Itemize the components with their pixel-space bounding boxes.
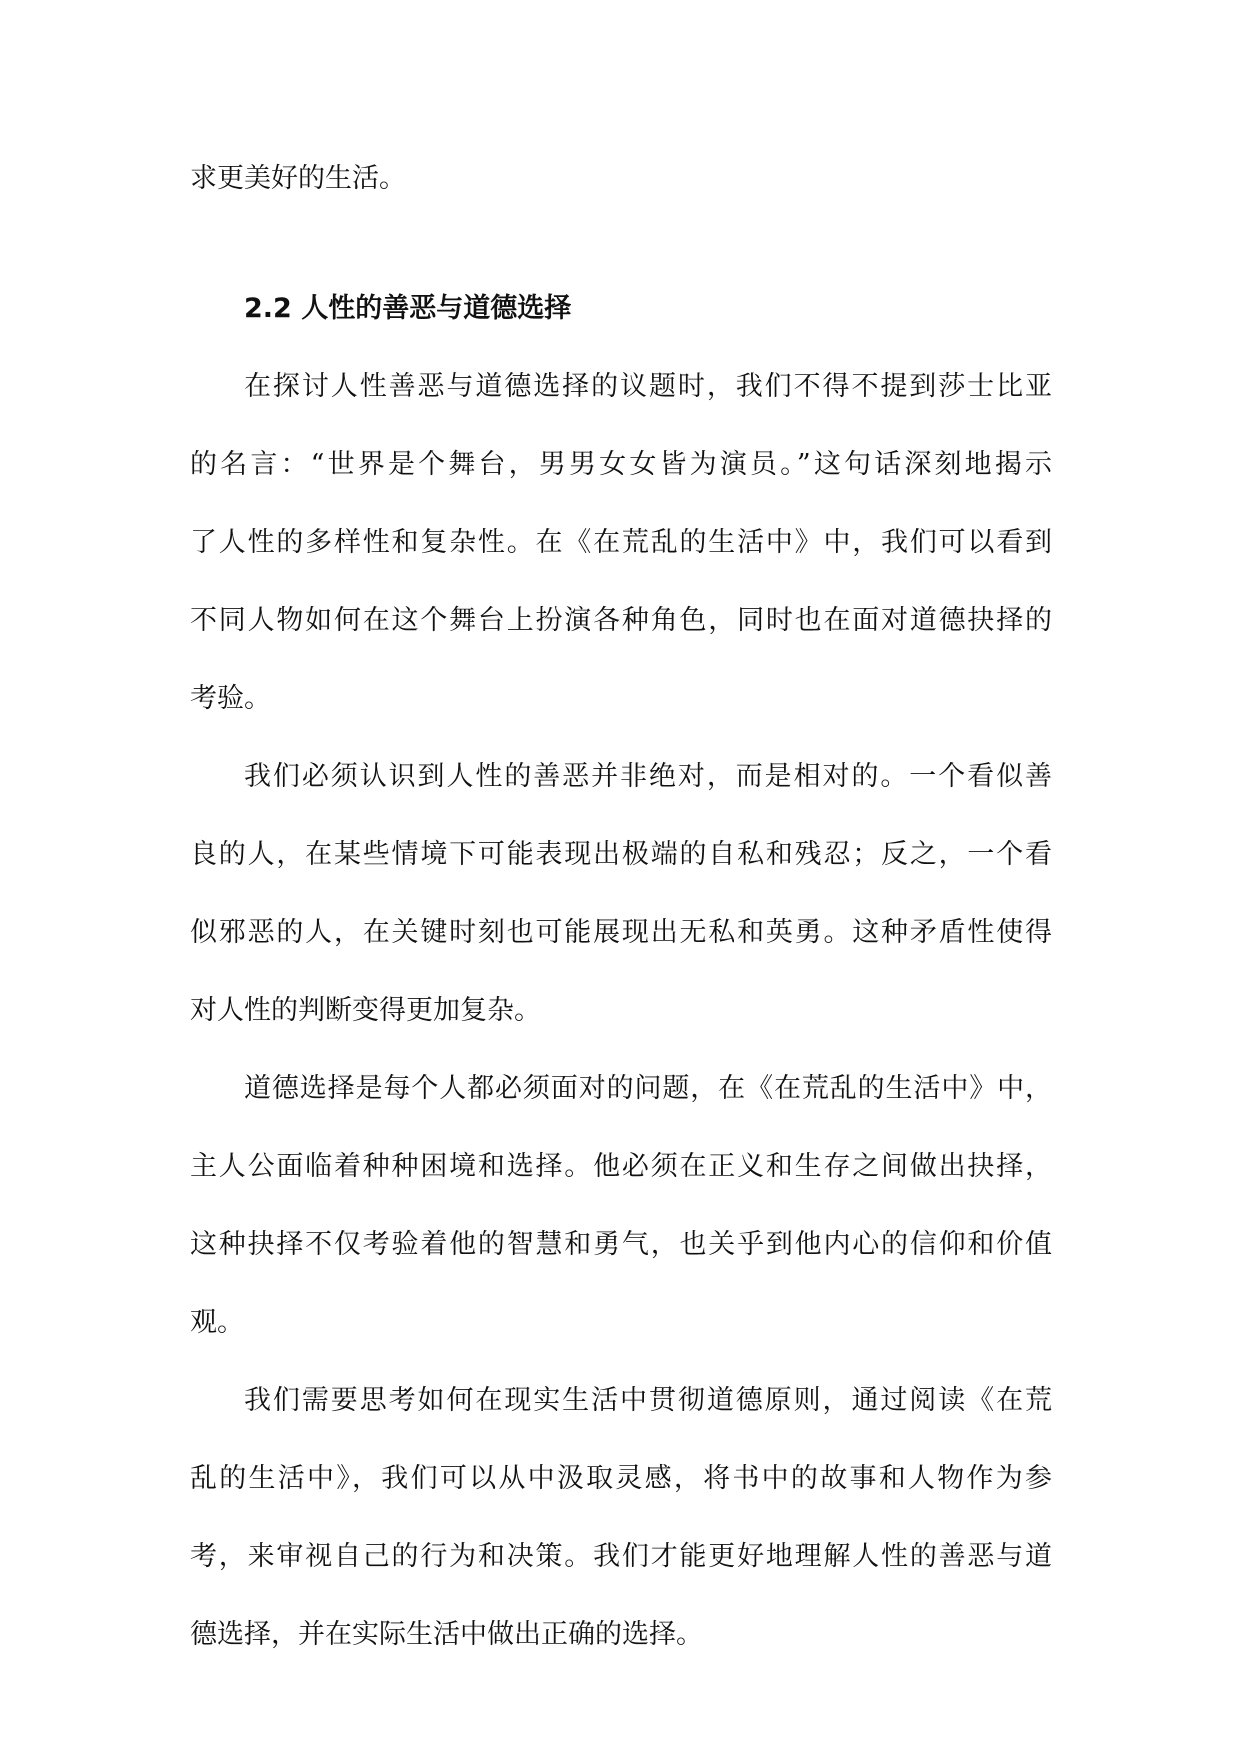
paragraph-2 [190,738,1052,1050]
paragraph-line: 不同人物如何在这个舞台上扮演各种角色，同时也在面对道德抉择的 [190,605,1052,636]
paragraph-1 [190,348,1052,738]
paragraph-line: 的名言：“世界是个舞台，男男女女皆为演员。”这句话深刻地揭示 [190,449,1052,480]
paragraph-3 [190,1050,1052,1362]
paragraph-line: 对人性的判断变得更加复杂。 [190,995,541,1026]
paragraph-line: 主人公面临着种种困境和选择。他必须在正义和生存之间做出抉择， [190,1151,1052,1182]
paragraph-line: 似邪恶的人，在关键时刻也可能展现出无私和英勇。这种矛盾性使得 [190,917,1052,948]
paragraph-line: 我们必须认识到人性的善恶并非绝对，而是相对的。一个看似善 [244,761,1052,792]
paragraph-line: 考验。 [190,683,271,714]
paragraph-line: 在探讨人性善恶与道德选择的议题时，我们不得不提到莎士比亚 [244,371,1052,402]
paragraph-line: 道德选择是每个人都必须面对的问题，在《在荒乱的生活中》中， [244,1073,1052,1104]
document-body [190,140,1052,1674]
paragraph-4 [190,1362,1052,1674]
paragraph-line: 乱的生活中》，我们可以从中汲取灵感，将书中的故事和人物作为参 [190,1463,1052,1494]
continuation-line: 求更美好的生活。 [190,163,406,194]
paragraph-line: 良的人，在某些情境下可能表现出极端的自私和残忍；反之，一个看 [190,839,1052,870]
section-heading: 2.2 人性的善恶与道德选择 [244,293,572,324]
paragraph-line: 考，来审视自己的行为和决策。我们才能更好地理解人性的善恶与道 [190,1541,1052,1572]
paragraph-line: 了人性的多样性和复杂性。在《在荒乱的生活中》中，我们可以看到 [190,527,1052,558]
paragraph-line: 德选择，并在实际生活中做出正确的选择。 [190,1619,703,1650]
paragraph-line: 我们需要思考如何在现实生活中贯彻道德原则，通过阅读《在荒 [244,1385,1052,1416]
paragraph-line: 观。 [190,1307,244,1338]
paragraph-line: 这种抉择不仅考验着他的智慧和勇气，也关乎到他内心的信仰和价值 [190,1229,1052,1260]
